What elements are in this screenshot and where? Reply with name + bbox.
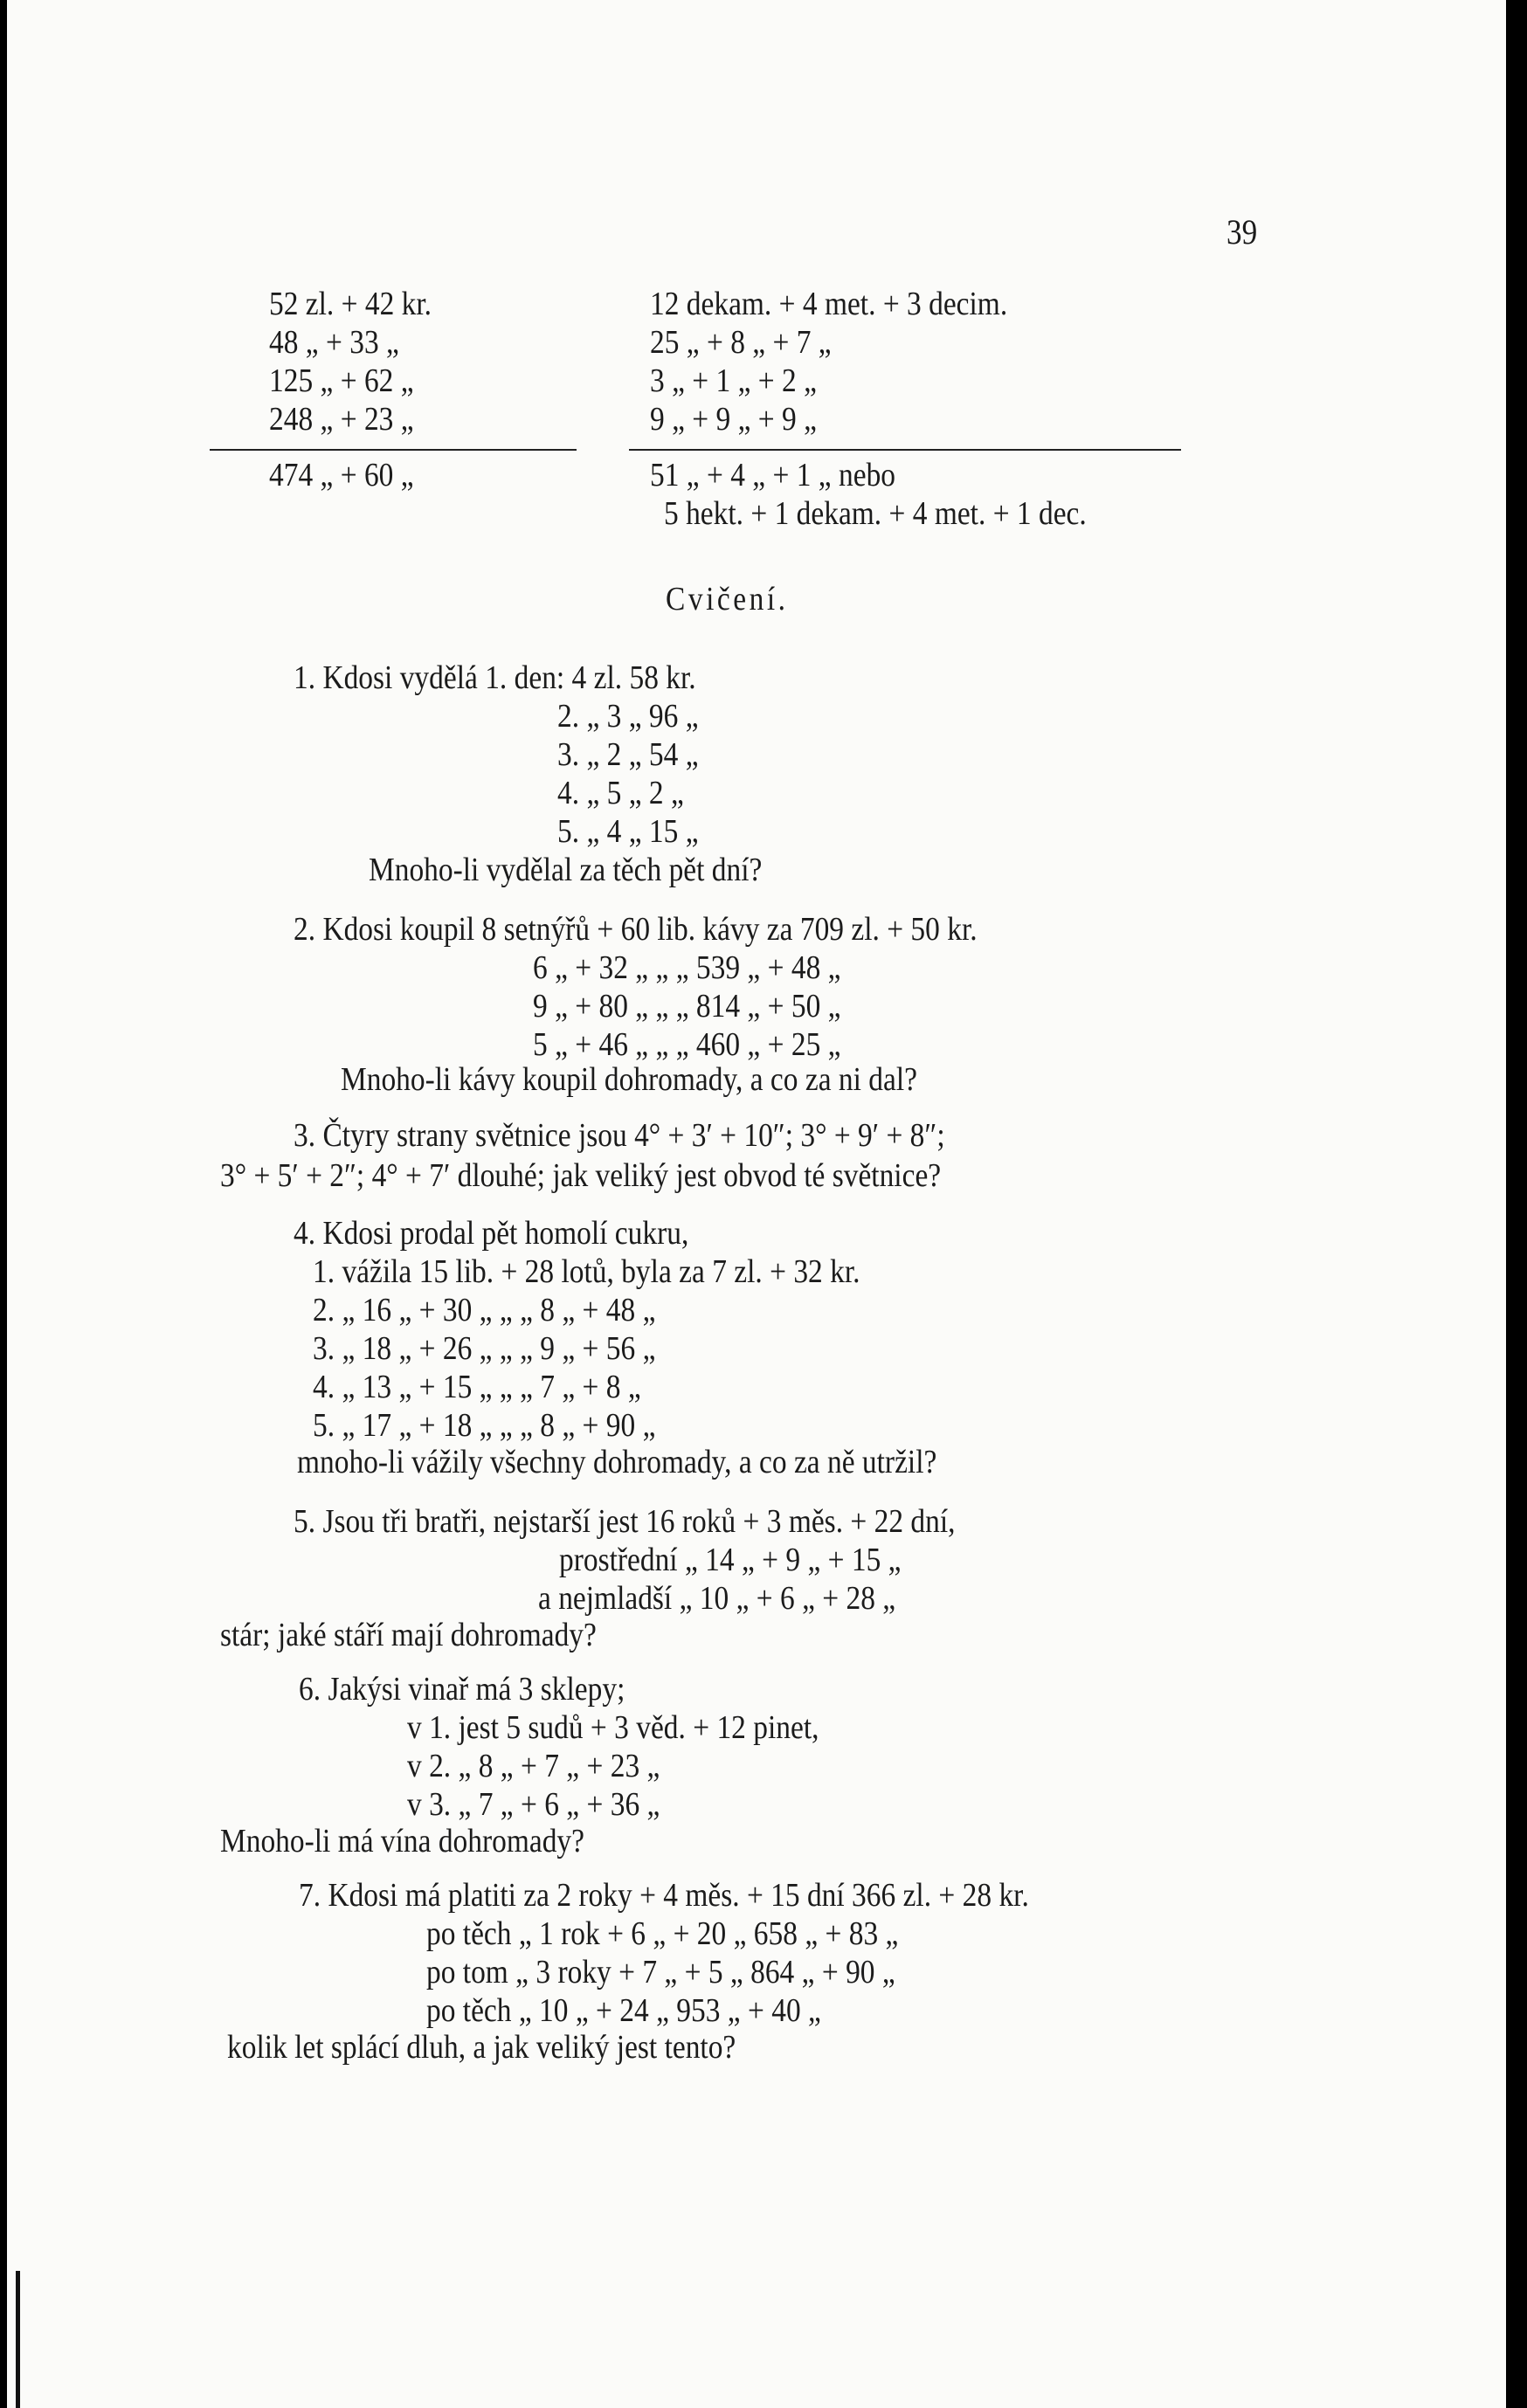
page-number: 39 [1226,212,1258,252]
exercise-3-line-2: 3° + 5′ + 2″; 4° + 7′ dlouhé; jak veliký jest obvod té světnice? [220,1157,942,1194]
exercise-4-line-1: 1. vážila 15 lib. + 28 lotů, byla za 7 zl. + 32 kr. [313,1253,860,1290]
exercise-2-line-2: 6 „ + 32 „ „ „ 539 „ + 48 „ [533,949,841,986]
exercise-4-question: mnoho-li vážily všechny dohromady, a co za ně utržil? [297,1444,937,1480]
exercise-2-question: Mnoho-li kávy koupil dohromady, a co za ni dal? [341,1061,917,1098]
exercise-7-line-2: po těch „ 1 rok + 6 „ + 20 „ 658 „ + 83 „ [426,1915,899,1952]
exercise-1-line-2: 2. „ 3 „ 96 „ [557,698,699,735]
exercise-2-line-4: 5 „ + 46 „ „ „ 460 „ + 25 „ [533,1026,841,1063]
exercise-2-line-1: 2. Kdosi koupil 8 setnýřů + 60 lib. kávy za 709 zl. + 50 kr. [294,911,978,948]
example-left-sum-rule [210,449,577,451]
exercise-4-line-5: 5. „ 17 „ + 18 „ „ „ 8 „ + 90 „ [313,1407,656,1444]
exercise-5-line-1: 5. Jsou tři bratři, nejstarší jest 16 roků + 3 měs. + 22 dní, [294,1503,956,1540]
exercise-1-line-5: 5. „ 4 „ 15 „ [557,813,699,850]
exercise-6-line-2: v 2. „ 8 „ + 7 „ + 23 „ [407,1748,660,1784]
example-right-row-3: 3 „ + 1 „ + 2 „ [650,362,817,399]
example-right-total: 51 „ + 4 „ + 1 „ nebo [650,457,896,493]
exercise-5-line-2: prostřední „ 14 „ + 9 „ + 15 „ [559,1542,902,1578]
paper-sheet [7,0,1506,2408]
example-right-row-1: 12 dekam. + 4 met. + 3 decim. [650,286,1008,322]
example-left-row-1: 52 zl. + 42 kr. [269,286,432,322]
example-left-total: 474 „ + 60 „ [269,457,414,493]
binding-edge-line [16,2271,20,2408]
example-left-row-4: 248 „ + 23 „ [269,401,414,438]
example-right-row-4: 9 „ + 9 „ + 9 „ [650,401,817,438]
example-right-row-2: 25 „ + 8 „ + 7 „ [650,324,832,361]
exercise-6-intro: 6. Jakýsi vinař má 3 sklepy; [299,1671,625,1708]
exercise-4-line-3: 3. „ 18 „ + 26 „ „ „ 9 „ + 56 „ [313,1330,656,1367]
exercise-5-question: stár; jaké stáří mají dohromady? [220,1617,597,1653]
exercise-4-line-2: 2. „ 16 „ + 30 „ „ „ 8 „ + 48 „ [313,1292,656,1328]
example-left-row-3: 125 „ + 62 „ [269,362,414,399]
exercise-4-line-4: 4. „ 13 „ + 15 „ „ „ 7 „ + 8 „ [313,1369,641,1405]
example-left-row-2: 48 „ + 33 „ [269,324,399,361]
exercise-1-question: Mnoho-li vydělal za těch pět dní? [369,852,763,888]
exercise-6-question: Mnoho-li má vína dohromady? [220,1823,584,1859]
exercise-1-line-4: 4. „ 5 „ 2 „ [557,775,684,811]
exercise-7-line-4: po těch „ 10 „ + 24 „ 953 „ + 40 „ [426,1992,821,2029]
exercise-4-intro: 4. Kdosi prodal pět homolí cukru, [294,1215,689,1252]
section-heading: Cvičení. [666,581,789,618]
exercise-5-line-3: a nejmladší „ 10 „ + 6 „ + 28 „ [538,1580,896,1617]
exercise-1-line-3: 3. „ 2 „ 54 „ [557,736,699,773]
exercise-7-line-1: 7. Kdosi má platiti za 2 roky + 4 měs. + 15 dní 366 zl. + 28 kr. [299,1877,1029,1914]
exercise-3-line-1: 3. Čtyry strany světnice jsou 4° + 3′ + 10″; 3° + 9′ + 8″; [294,1117,945,1154]
exercise-2-line-3: 9 „ + 80 „ „ „ 814 „ + 50 „ [533,988,841,1025]
exercise-1-line-1: 1. Kdosi vydělá 1. den: 4 zl. 58 kr. [294,659,696,696]
example-right-sum-rule [629,449,1181,451]
exercise-6-line-3: v 3. „ 7 „ + 6 „ + 36 „ [407,1786,660,1823]
exercise-7-question: kolik let splácí dluh, a jak veliký jest tento? [227,2029,736,2066]
example-right-total-converted: 5 hekt. + 1 dekam. + 4 met. + 1 dec. [664,495,1087,532]
exercise-6-line-1: v 1. jest 5 sudů + 3 věd. + 12 pinet, [407,1709,819,1746]
exercise-7-line-3: po tom „ 3 roky + 7 „ + 5 „ 864 „ + 90 „ [426,1954,895,1991]
